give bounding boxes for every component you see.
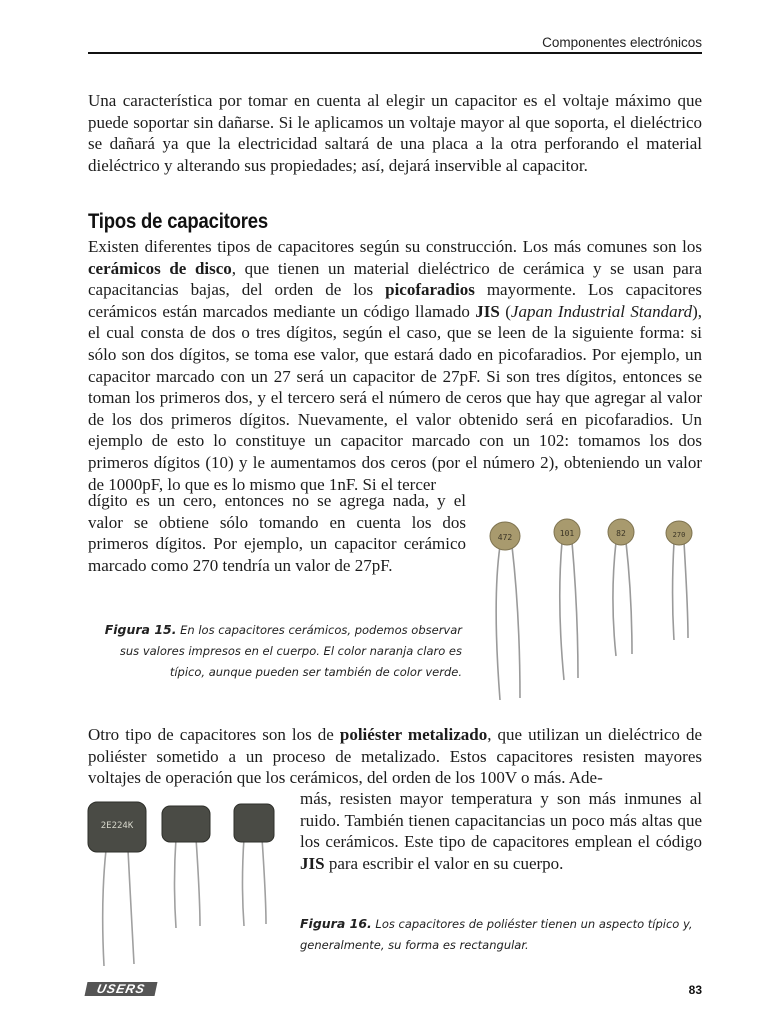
caption-text: En los capacitores cerámicos, podemos observar sus valores impresos en el cuerpo. El color naranja claro es típico, aunque pueden ser también de color verde.: [119, 623, 462, 679]
polyester-capacitor: [88, 802, 146, 966]
ceramic-capacitor: [490, 522, 520, 700]
ceramic-capacitor: [608, 519, 634, 656]
paragraph-text: [88, 724, 702, 789]
text-run: Otro tipo de capacitores son los de: [88, 725, 340, 744]
running-header: Componentes electrónicos: [542, 35, 702, 50]
ceramic-paragraph-continued: [88, 490, 466, 576]
polyester-capacitor: [162, 806, 210, 928]
polyester-paragraph: [88, 724, 702, 789]
capacitor-marking: 270: [672, 531, 686, 539]
paragraph-text: [88, 236, 702, 495]
intro-paragraph: [88, 90, 702, 176]
bold-term-poliester: poliéster metalizado: [339, 725, 488, 744]
ceramic-capacitor: [666, 521, 692, 640]
figure-label: Figura 16.: [300, 916, 372, 931]
bold-term-jis: JIS: [475, 301, 500, 321]
figure-16-caption: [300, 913, 704, 956]
text-run: , que tienen un material dieléctrico de cerámica y se usan para capacitancias bajas, del orden de los: [88, 258, 702, 300]
text-run: Existen diferentes tipos de capacitores según su construcción. Los más comunes son los: [88, 237, 702, 256]
text-run: mayormente. Los capacitores cerámicos están marcados mediante un código llamado: [88, 280, 702, 321]
text-run: más, resisten mayor temperatura y son más inmunes al ruido. También tienen capacitancias un poco más altas que los cerámicos. Este tipo de capacitores emplean el código: [300, 789, 702, 852]
ceramic-capacitors-photo: [478, 508, 706, 708]
text-run: ), el cual consta de dos o tres dígitos, según el caso, que se leen de la siguiente forma: si sólo son dos dígitos, se toma ese valor, que estará dado en picofaradios. Por ejemplo, un capacitor marcado con un 27 será un capacitor de 27pF. Si son tres dígitos, entonces se toman los primeros dos, y el tercero será el número de ceros que hay que agregar al valor de los dos primeros dígitos. Nuevamente, el valor obtenido será en picofaradios. Un ejemplo de esto lo constituye un capacitor marcado con un 102: tomamos los dos primeros dígitos (10) y le aumentamos dos ceros (por el número 2), obteniendo un valor de 1000pF, lo que es lo mismo que 1nF. Si el tercer: [88, 301, 702, 494]
polyester-capacitors-photo: [84, 798, 284, 968]
capacitor-marking: 101: [559, 529, 575, 538]
ceramic-paragraph: [88, 236, 702, 495]
ceramic-capacitor: [554, 519, 580, 680]
capacitor-marking: 2E224K: [100, 821, 134, 831]
paragraph-text: [300, 788, 702, 874]
paragraph-text: Una característica por tomar en cuenta al elegir un capacitor es el voltaje máximo que puede soportar sin dañarse. Si le aplicamos un voltaje mayor al que soporta, el dieléctrico se dañará ya que la electricidad saltará de una placa a la otra perforando el material dieléctrico y alterando sus propiedades; así, dejará inservible al capacitor.: [88, 91, 702, 175]
text-run: , que utilizan un dieléctrico de poliéster sometido a un proceso de metalizado. Estos capacitores resisten mayores voltajes de operación que los cerámicos, del orden de los 100V o más. Ade-: [88, 725, 702, 788]
capacitor-marking: 82: [616, 529, 626, 538]
italic-term-jis-name: Japan Industrial Standard: [510, 301, 693, 321]
capacitor-marking: 472: [497, 533, 513, 542]
bold-term-jis: JIS: [300, 853, 325, 873]
bold-term-picofaradios: picofaradios: [385, 280, 475, 300]
text-run: (: [499, 301, 511, 321]
text-run: para escribir el valor en su cuerpo.: [324, 853, 564, 873]
polyester-capacitor: [234, 804, 274, 926]
paragraph-text: dígito es un cero, entonces no se agrega nada, y el valor se obtiene sólo tomando en cuenta los dos primeros dígitos. Por ejemplo, un capacitor cerámico marcado como 270 tendría un valor de 27pF.: [88, 491, 466, 575]
header-rule: [88, 52, 702, 54]
page-number: 83: [688, 983, 702, 997]
caption-text: Los capacitores de poliéster tienen un aspecto típico y, generalmente, su forma es rectangular.: [300, 917, 693, 952]
figure-15-caption: [88, 619, 462, 683]
publisher-logo: USERS: [85, 982, 158, 996]
bold-term-ceramicos: cerámicos de disco: [88, 258, 232, 278]
polyester-paragraph-continued: [300, 788, 702, 874]
figure-label: Figura 15.: [104, 622, 177, 637]
section-heading: Tipos de capacitores: [88, 210, 268, 233]
